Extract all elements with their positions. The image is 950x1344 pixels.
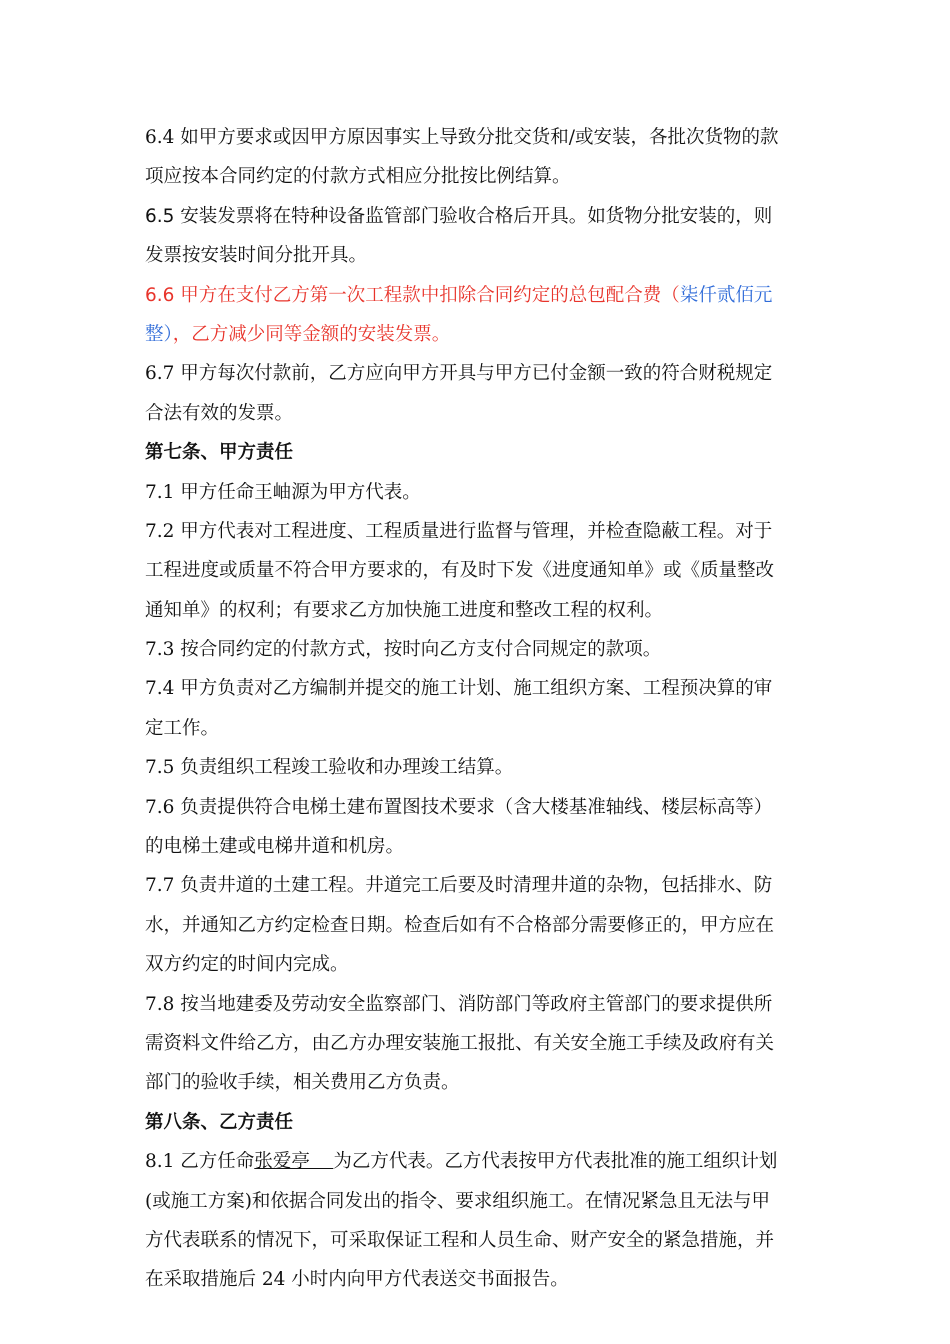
text-run: 定工作。 bbox=[145, 717, 220, 739]
clause-7-6-line-2 bbox=[145, 827, 810, 866]
text-run: 在采取措施后 24 小时内向甲方代表送交书面报告。 bbox=[145, 1269, 569, 1291]
clause-7-1 bbox=[145, 473, 810, 512]
clause-8-1-line-2 bbox=[145, 1182, 810, 1221]
section-7-heading bbox=[145, 433, 810, 472]
clause-6-6-line-1 bbox=[145, 276, 810, 315]
text-run: 7.6 负责提供符合电梯土建布置图技术要求（含大楼基准轴线、楼层标高等） bbox=[145, 796, 773, 818]
text-run: 6.4 如甲方要求或因甲方原因事实上导致分批交货和/或安装，各批次货物的款 bbox=[145, 127, 779, 148]
text-run: 7.1 甲方任命王岫源为甲方代表。 bbox=[145, 481, 421, 503]
clause-6-7-line-2 bbox=[145, 394, 810, 433]
text-run: 7.5 负责组织工程竣工验收和办理竣工结算。 bbox=[145, 757, 514, 779]
heading-text: 第七条、甲方责任 bbox=[145, 442, 294, 464]
text-run: 工程进度或质量不符合甲方要求的，有及时下发《进度通知单》或《质量整改 bbox=[145, 560, 775, 582]
text-run: 部门的验收手续，相关费用乙方负责。 bbox=[145, 1072, 460, 1094]
representative-name: 张爱亭 bbox=[254, 1151, 334, 1173]
clause-7-8-line-3 bbox=[145, 1063, 810, 1102]
text-run: 7.8 按当地建委及劳动安全监察部门、消防部门等政府主管部门的要求提供所 bbox=[145, 993, 773, 1015]
text-run: 通知单》的权利；有要求乙方加快施工进度和整改工程的权利。 bbox=[145, 599, 664, 621]
clause-6-6-line-2 bbox=[145, 315, 810, 354]
clause-8-1-line-4 bbox=[145, 1260, 810, 1299]
text-run: 的电梯土建或电梯井道和机房。 bbox=[145, 836, 405, 858]
clause-6-7-line-1 bbox=[145, 354, 810, 393]
document-page bbox=[145, 118, 810, 1300]
clause-7-7-line-2 bbox=[145, 906, 810, 945]
text-run: 8.1 乙方任命 bbox=[145, 1151, 255, 1173]
text-run: 为乙方代表。乙方代表按甲方代表批准的施工组织计划 bbox=[333, 1151, 778, 1173]
clause-6-4-line-2 bbox=[145, 157, 810, 196]
text-run: 发票按安装时间分批开具。 bbox=[145, 245, 368, 267]
text-run: 方代表联系的情况下，可采取保证工程和人员生命、财产安全的紧急措施，并 bbox=[145, 1229, 775, 1251]
text-run: 水，并通知乙方约定检查日期。检查后如有不合格部分需要修正的，甲方应在 bbox=[145, 914, 775, 936]
clause-7-2-line-1 bbox=[145, 512, 810, 551]
text-run: 6.5 安装发票将在特种设备监管部门验收合格后开具。如货物分批安装的，则 bbox=[145, 205, 773, 227]
clause-7-2-line-3 bbox=[145, 591, 810, 630]
clause-7-3 bbox=[145, 630, 810, 669]
clause-8-1-line-1 bbox=[145, 1142, 810, 1181]
highlighted-text-run: ，乙方减少同等金额的安装发票。 bbox=[172, 323, 451, 345]
clause-7-4-line-1 bbox=[145, 669, 810, 708]
clause-7-8-line-2 bbox=[145, 1024, 810, 1063]
section-8-heading bbox=[145, 1103, 810, 1142]
text-run: 双方约定的时间内完成。 bbox=[145, 954, 349, 976]
text-run: (或施工方案)和依据合同发出的指令、要求组织施工。在情况紧急且无法与甲 bbox=[145, 1190, 770, 1212]
text-run: 需资料文件给乙方，由乙方办理安装施工报批、有关安全施工手续及政府有关 bbox=[145, 1032, 775, 1054]
clause-7-5 bbox=[145, 748, 810, 787]
heading-text: 第八条、乙方责任 bbox=[145, 1111, 294, 1133]
clause-7-7-line-3 bbox=[145, 945, 810, 984]
clause-6-5-line-2 bbox=[145, 236, 810, 275]
text-run: 7.4 甲方负责对乙方编制并提交的施工计划、施工组织方案、工程预决算的审 bbox=[145, 678, 773, 700]
clause-7-6-line-1 bbox=[145, 788, 810, 827]
clause-8-1-line-3 bbox=[145, 1221, 810, 1260]
highlighted-text-run: 6.6 甲方在支付乙方第一次工程款中扣除合同约定的总包配合费（ bbox=[145, 284, 680, 306]
clause-7-8-line-1 bbox=[145, 985, 810, 1024]
clause-7-4-line-2 bbox=[145, 709, 810, 748]
clause-6-5-line-1 bbox=[145, 197, 810, 236]
text-run: 项应按本合同约定的付款方式相应分批按比例结算。 bbox=[145, 166, 571, 188]
text-run: 7.2 甲方代表对工程进度、工程质量进行监督与管理，并检查隐蔽工程。对于 bbox=[145, 520, 773, 542]
text-run: 合法有效的发票。 bbox=[145, 402, 294, 424]
text-run: 7.7 负责井道的土建工程。井道完工后要及时清理井道的杂物，包括排水、防 bbox=[145, 875, 773, 897]
amount-text-run: 柒仟贰佰元 bbox=[679, 284, 773, 306]
amount-text-run: 整） bbox=[145, 323, 173, 345]
text-run: 6.7 甲方每次付款前，乙方应向甲方开具与甲方已付金额一致的符合财税规定 bbox=[145, 363, 773, 385]
text-run: 7.3 按合同约定的付款方式，按时向乙方支付合同规定的款项。 bbox=[145, 639, 662, 661]
clause-7-7-line-1 bbox=[145, 866, 810, 905]
clause-7-2-line-2 bbox=[145, 551, 810, 590]
clause-6-4-line-1 bbox=[145, 118, 810, 157]
